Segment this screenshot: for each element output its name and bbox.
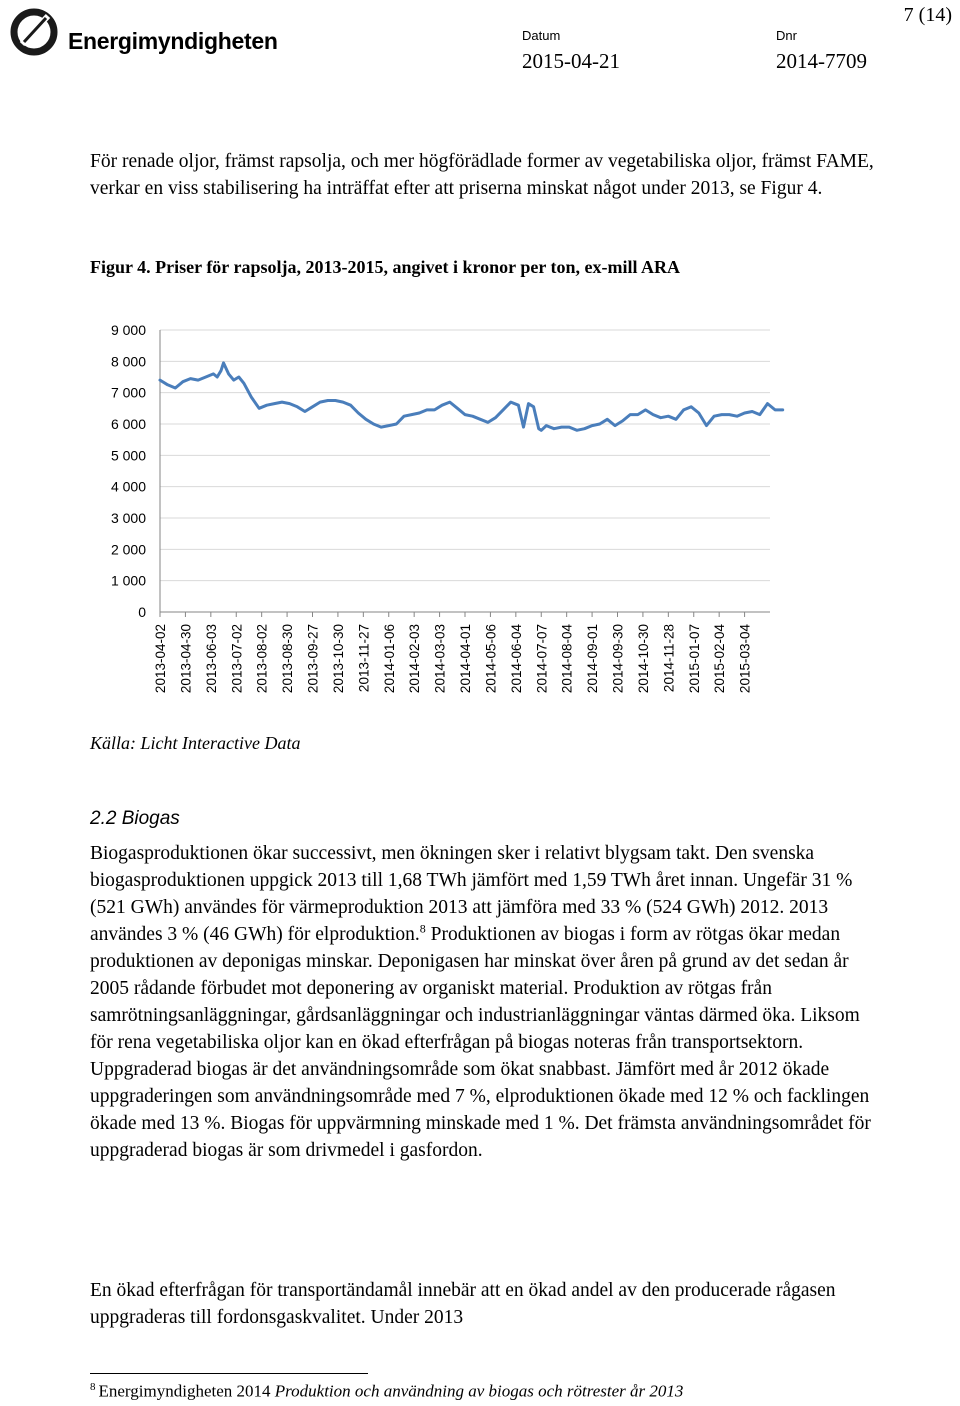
y-tick-label: 9 000 [110,322,146,338]
figure-caption-text: Priser för rapsolja, 2013-2015, angivet i kronor per ton, ex-mill ARA [155,257,680,277]
x-tick-label: 2014-01-06 [381,624,397,694]
x-tick-label: 2013-09-27 [305,624,321,694]
x-tick-label: 2013-08-02 [254,624,270,694]
x-tick-label: 2014-09-01 [585,624,601,694]
x-tick-label: 2014-05-06 [483,624,499,694]
x-tick-label: 2013-11-27 [356,624,372,693]
biogas-paragraph-part-a: Biogasproduktionen ökar successivt, men ökningen sker i relativt blygsam takt. Den svenska biogasproduktionen uppgick 2013 till 1,68 TWh jämfört med 1,59 TWh året innan. Ungefär 31 % (521 GWh) användes för värmeproduktion 2013 att jämföra med 33 % (524 GWh) 2012. 2013 användes 3 % (46 GWh) för elproduktion. [90,843,853,945]
y-tick-label: 3 000 [110,510,146,526]
y-tick-label: 8 000 [110,353,146,370]
x-tick-label: 2013-06-03 [203,624,219,694]
x-tick-label: 2014-06-04 [508,624,524,694]
footnote-divider [90,1373,368,1374]
energimyndigheten-logo [8,4,278,64]
price-series-line [160,363,783,430]
y-tick-label: 1 000 [110,572,146,589]
page-header [0,0,960,90]
y-tick-label: 2 000 [110,541,146,558]
logo-text: Energimyndigheten [68,28,278,54]
figure-label: Figur 4. [90,257,151,277]
intro-paragraph: För renade oljor, främst rapsolja, och mer högförädlade former av vegetabiliska oljor, främst FAME, verkar en viss stabilisering ha inträffat efter att priserna minskat något under 2013, se Figur 4. [90,151,874,199]
dnr-block [776,28,867,74]
x-tick-label: 2014-08-04 [559,624,575,694]
x-tick-label: 2015-03-04 [737,624,753,694]
x-tick-label: 2014-10-30 [635,624,651,694]
footnote-number: 8 [90,1381,96,1393]
page-number: 7 (14) [903,4,952,26]
date-value: 2015-04-21 [522,49,620,73]
x-tick-label: 2013-04-02 [153,624,168,694]
figure-caption [90,257,680,278]
footnote-text: Energimyndigheten 2014 [98,1381,275,1401]
x-tick-label: 2015-02-04 [712,624,728,694]
x-tick-label: 2014-04-01 [458,624,473,694]
x-tick-label: 2013-07-02 [229,624,245,694]
x-tick-label: 2014-02-03 [407,624,423,694]
y-tick-label: 5 000 [110,447,146,464]
footnote-title: Produktion och användning av biogas och rötrester år 2013 [274,1381,684,1401]
dnr-value: 2014-7709 [776,49,867,73]
y-tick-label: 6 000 [110,416,146,432]
date-block [522,28,620,74]
biogas-paragraph [90,840,880,1164]
biogas-paragraph-part-b: Produktionen av biogas i form av rötgas ökar medan produktionen av deponigas minskar. Deponigasen har minskat över åren på grund av det sedan år 2005 rådande förbudet mot deponering av organiskt material. Produktion av rötgas från samrötningsanläggningar, gårdsanläggningar och industrianläggningar väntas därmed öka. Liksom för rena vegetabiliska oljor kan en ökad efterfrågan på biogas noteras från transportsektorn. Uppgraderad biogas är det användningsområde som ökat snabbast. Jämfört med år 2012 ökade uppgraderingen som användningsområde med 7 %, elproduktionen ökade med 12 % och facklingen ökade med 13 %. Biogas för uppvärmning minskade med 1 %. Det främsta användningsområdet för uppgraderad biogas är som drivmedel i gasfordon. [90,924,871,1161]
footnote [90,1381,683,1402]
y-tick-label: 4 000 [110,478,146,495]
x-tick-label: 2014-07-07 [534,624,550,694]
dnr-label: Dnr [776,28,797,43]
footnote-reference[interactable]: 8 [419,921,426,936]
y-tick-label: 7 000 [110,384,146,401]
logo-emblem-icon [8,4,64,60]
x-tick-label: 2013-10-30 [330,624,346,694]
section-heading: 2.2 Biogas [90,808,180,829]
x-tick-label: 2014-09-30 [610,624,626,694]
figure-source: Källa: Licht Interactive Data [90,733,301,753]
x-tick-label: 2013-08-30 [280,624,296,694]
date-label: Datum [522,28,561,43]
rapeseed-price-chart [100,310,800,730]
x-tick-label: 2014-03-03 [432,624,448,694]
x-tick-label: 2014-11-28 [661,624,677,693]
transport-paragraph: En ökad efterfrågan för transportändamål innebär att en ökad andel av den producerade rågasen uppgraderas till fordonsgaskvalitet. Under 2013 [90,1280,836,1328]
x-tick-label: 2015-01-07 [686,624,702,694]
y-tick-label: 0 [138,604,146,620]
x-tick-label: 2013-04-30 [178,624,194,694]
